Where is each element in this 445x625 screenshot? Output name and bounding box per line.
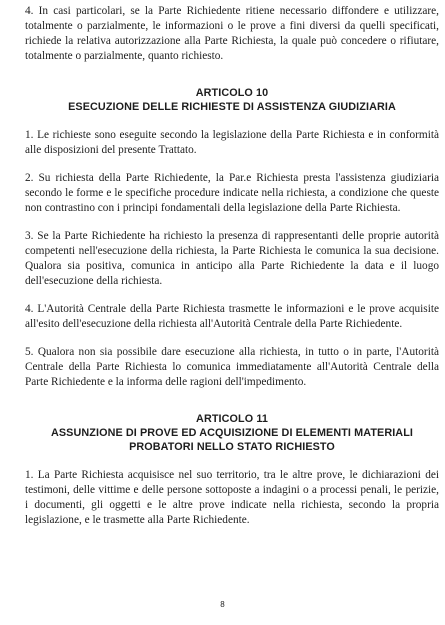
paragraph-art9-4: 4. In casi particolari, se la Parte Richiedente ritiene necessario diffondere e utilizzare, totalmente o parzialmente, le informazioni o le prove a fini diversi da quelli specificati, richiede la relativa autorizzazione alla Parte Richiesta, la quale può concedere o rifiutare, totalmente o parzialmente, quanto richiesto. — [25, 5, 439, 62]
paragraph-art10-1: 1. Le richieste sono eseguite secondo la legislazione della Parte Richiesta e in conformità alle disposizioni del presente Trattato. — [25, 129, 439, 156]
paragraph-art10-3: 3. Se la Parte Richiedente ha richiesto la presenza di rappresentanti delle proprie autorità competenti nell'esecuzione della richiesta, la Parte Richiesta le comunica la sua decisione. Qualora sia positiva, comunica in anticipo alla Parte Richiedente la data e il luogo dell'esecuzione della richiesta. — [25, 230, 439, 287]
article-11-title: ARTICOLO 11 — [196, 413, 268, 425]
paragraph-art10-5: 5. Qualora non sia possibile dare esecuzione alla richiesta, in tutto o in parte, l'Autorità Centrale della Parte Richiesta lo comunica immediatamente all'Autorità Centrale della Parte Richiedente e la informa delle ragioni dell'impedimento. — [25, 346, 439, 388]
article-10-title: ARTICOLO 10 — [195, 87, 269, 99]
paragraph-art10-4: 4. L'Autorità Centrale della Parte Richiesta trasmette le informazioni e le prove acquisite all'esito dell'esecuzione della richiesta all'Autorità Centrale della Parte Richiedente. — [25, 303, 439, 330]
paragraph-art11-1: 1. La Parte Richiesta acquisisce nel suo territorio, tra le altre prove, le dichiarazioni dei testimoni, delle vittime e delle persone sottoposte a indagini o a processi penali, le perizie, i documenti, gli oggetti e le altre prove indicate nella richiesta, secondo la propria legislazione, e le trasmette alla Parte Richiedente. — [25, 469, 439, 526]
paragraph-art10-2: 2. Su richiesta della Parte Richiedente, la Par.e Richiesta presta l'assistenza giudiziaria secondo le forme e le specifiche procedure indicate nella richiesta, a condizione che queste non contrastino con i principi fondamentali della legislazione della Parte Richiesta. — [25, 172, 439, 214]
article-10-subtitle: ESECUZIONE DELLE RICHIESTE DI ASSISTENZA GIUDIZIARIA — [68, 101, 396, 113]
page-number: 8 — [220, 600, 225, 609]
article-11-subtitle: ASSUNZIONE DI PROVE ED ACQUISIZIONE DI ELEMENTI MATERIALI PROBATORI NELLO STATO RICHIESTO — [50, 427, 414, 453]
